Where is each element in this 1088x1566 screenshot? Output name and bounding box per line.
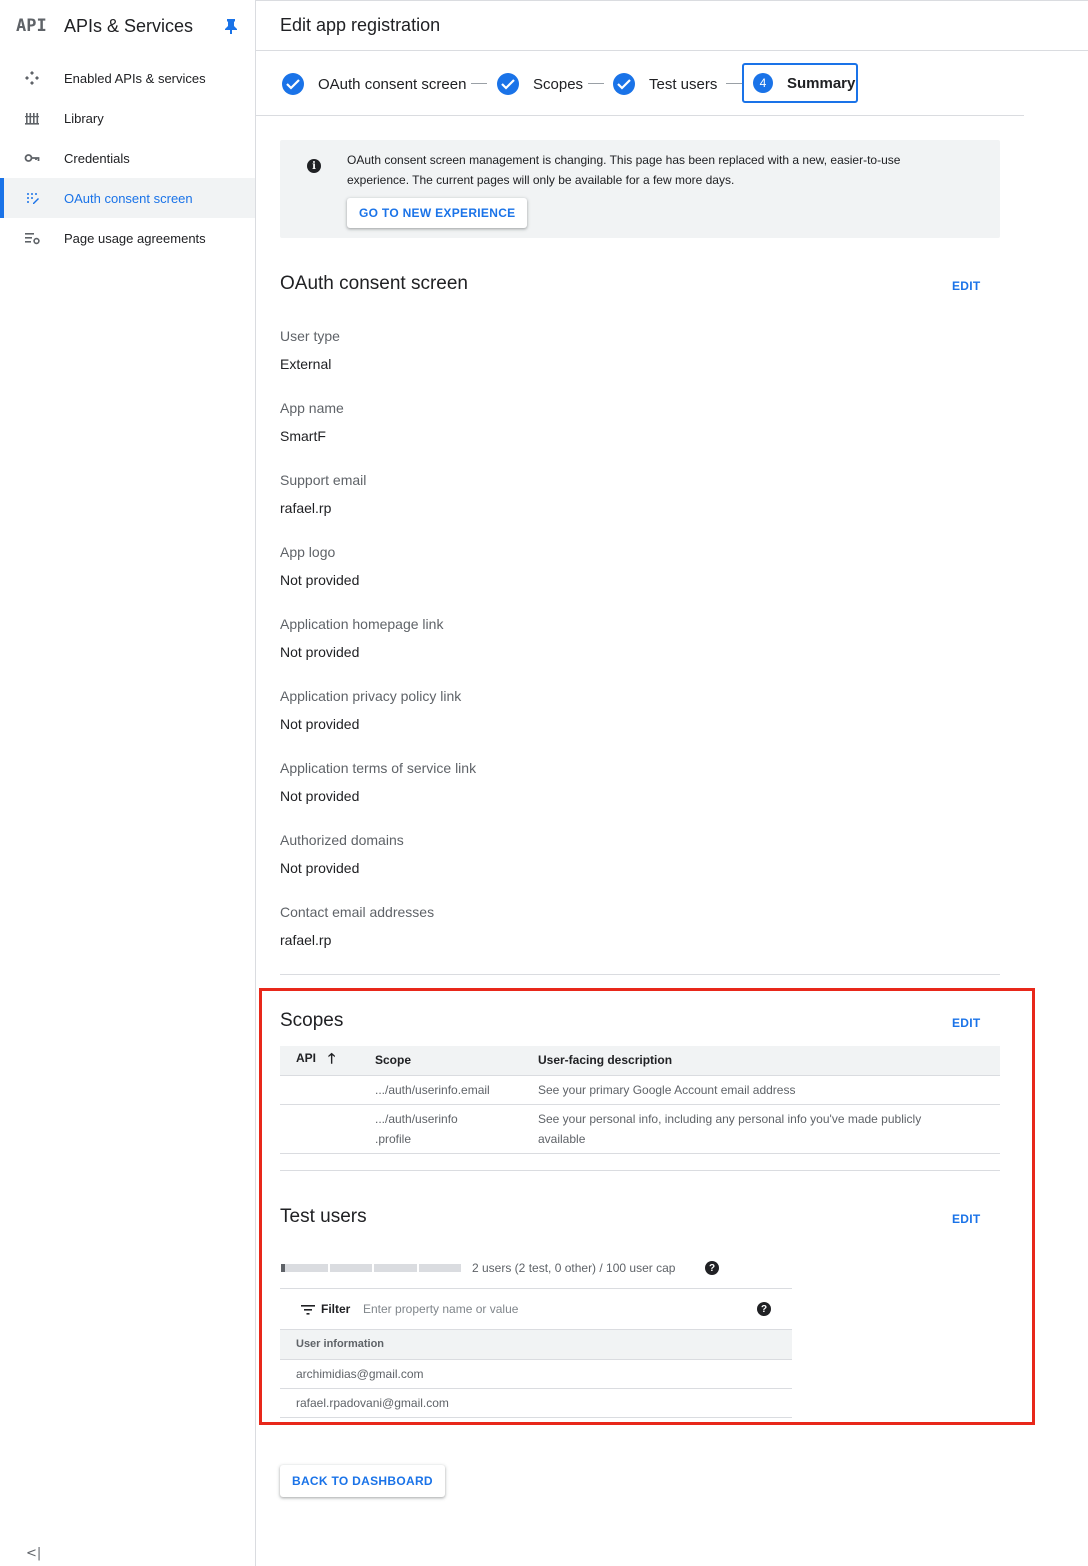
- check-circle-icon: [282, 73, 304, 95]
- cell-scope: .../auth/userinfo .profile: [359, 1104, 522, 1153]
- help-icon[interactable]: ?: [705, 1261, 719, 1275]
- column-label: API: [296, 1051, 317, 1066]
- user-cap-text: 2 users (2 test, 0 other) / 100 user cap: [472, 1261, 676, 1275]
- hub-icon: [24, 70, 40, 86]
- field-value-user-type: External: [280, 356, 332, 372]
- sort-ascending-icon[interactable]: 🡑: [328, 1050, 336, 1067]
- sidebar-item-enabled-apis[interactable]: [0, 58, 255, 98]
- field-value-support-email: rafael.rp: [280, 500, 332, 516]
- table-row: [280, 1388, 792, 1417]
- collapse-sidebar-icon[interactable]: <|: [26, 1546, 42, 1561]
- sidebar: [0, 0, 256, 1566]
- table-row: [280, 1104, 1000, 1153]
- consent-section-title: OAuth consent screen: [280, 273, 468, 294]
- step-label: Scopes: [533, 75, 584, 93]
- progress-segment: [419, 1264, 462, 1272]
- sidebar-item-label: OAuth consent screen: [64, 190, 193, 206]
- stepper: [256, 51, 1024, 116]
- field-value-terms-of-service: Not provided: [280, 788, 360, 804]
- progress-segment: [330, 1264, 373, 1272]
- table-row: [280, 1359, 792, 1388]
- field-value-authorized-domains: Not provided: [280, 860, 360, 876]
- field-value-app-name: SmartF: [280, 428, 326, 444]
- consent-icon: [24, 190, 40, 206]
- test-users-table: [280, 1330, 792, 1418]
- scopes-table: [280, 1046, 1000, 1154]
- key-icon: [24, 150, 40, 166]
- info-icon: i: [307, 159, 321, 173]
- notice-text: OAuth consent screen management is changing. This page has been replaced with a new, easier-to-use experience. The current pages will only be available for a few more days.: [347, 153, 901, 187]
- edit-consent-link[interactable]: EDIT: [952, 279, 981, 293]
- library-icon: [24, 110, 40, 126]
- sidebar-item-label: Enabled APIs & services: [64, 70, 206, 86]
- sidebar-nav: [0, 58, 255, 258]
- step-summary[interactable]: [742, 63, 858, 103]
- cell-description: See your primary Google Account email address: [522, 1075, 1000, 1104]
- settings-list-icon: [24, 230, 40, 246]
- cell-api: [280, 1104, 359, 1153]
- cell-api: [280, 1075, 359, 1104]
- field-label-app-logo: App logo: [280, 544, 336, 560]
- step-connector: [726, 83, 742, 84]
- scopes-section-title: Scopes: [280, 1010, 344, 1031]
- field-label-app-name: App name: [280, 400, 344, 416]
- sidebar-item-oauth-consent[interactable]: [0, 178, 255, 218]
- progress-segment: [281, 1264, 328, 1272]
- help-icon[interactable]: ?: [757, 1302, 771, 1316]
- step-connector: [471, 83, 487, 84]
- notice-banner: [280, 140, 1000, 238]
- sidebar-item-page-usage[interactable]: [0, 218, 255, 258]
- column-header-api[interactable]: [280, 1046, 359, 1075]
- column-header-user-information: User information: [280, 1330, 792, 1359]
- table-row: [280, 1075, 1000, 1104]
- step-number: 4: [753, 73, 773, 93]
- test-users-section-title: Test users: [280, 1206, 367, 1227]
- cell-scope: .../auth/userinfo.email: [359, 1075, 522, 1104]
- field-label-homepage-link: Application homepage link: [280, 616, 444, 632]
- edit-test-users-link[interactable]: EDIT: [952, 1212, 981, 1226]
- check-circle-icon: [613, 73, 635, 95]
- check-circle-icon: [497, 73, 519, 95]
- column-header-description: User-facing description: [522, 1046, 1000, 1075]
- pin-icon[interactable]: [224, 18, 238, 34]
- step-connector: [588, 83, 604, 84]
- column-header-scope: Scope: [359, 1046, 522, 1075]
- user-cap-progress-bar: [281, 1264, 461, 1272]
- field-label-user-type: User type: [280, 328, 340, 344]
- step-label: OAuth consent screen: [318, 75, 467, 93]
- sidebar-item-label: Credentials: [64, 150, 130, 166]
- progress-segment: [374, 1264, 417, 1272]
- api-logo: API: [16, 16, 47, 36]
- cell-user-email: rafael.rpadovani@gmail.com: [280, 1388, 792, 1417]
- sidebar-item-library[interactable]: [0, 98, 255, 138]
- sidebar-item-credentials[interactable]: [0, 138, 255, 178]
- field-label-privacy-policy: Application privacy policy link: [280, 688, 462, 704]
- step-scopes[interactable]: [497, 73, 583, 95]
- divider: [280, 1170, 1000, 1171]
- filter-bar: [280, 1288, 792, 1330]
- filter-input[interactable]: [363, 1298, 743, 1320]
- edit-scopes-link[interactable]: EDIT: [952, 1016, 981, 1030]
- field-value-homepage-link: Not provided: [280, 644, 360, 660]
- field-value-privacy-policy: Not provided: [280, 716, 360, 732]
- step-label: Summary: [787, 74, 856, 92]
- product-title: APIs & Services: [64, 15, 194, 36]
- divider: [280, 974, 1000, 975]
- table-header-row: [280, 1330, 792, 1359]
- sidebar-header: [0, 0, 255, 52]
- sidebar-item-label: Page usage agreements: [64, 230, 206, 246]
- table-header-row: [280, 1046, 1000, 1075]
- cell-user-email: archimidias@gmail.com: [280, 1359, 792, 1388]
- filter-icon[interactable]: [301, 1305, 315, 1315]
- go-to-new-experience-button[interactable]: GO TO NEW EXPERIENCE: [347, 198, 527, 228]
- page-title: Edit app registration: [280, 15, 441, 35]
- step-test-users[interactable]: [613, 73, 717, 95]
- field-value-app-logo: Not provided: [280, 572, 360, 588]
- field-label-authorized-domains: Authorized domains: [280, 832, 404, 848]
- sidebar-item-label: Library: [64, 110, 104, 126]
- page-header: [256, 0, 1088, 51]
- field-label-terms-of-service: Application terms of service link: [280, 760, 477, 776]
- back-to-dashboard-button[interactable]: BACK TO DASHBOARD: [280, 1465, 445, 1497]
- filter-label: Filter: [321, 1302, 351, 1316]
- step-label: Test users: [649, 75, 718, 93]
- field-label-support-email: Support email: [280, 472, 367, 488]
- cell-description: See your personal info, including any personal info you've made publicly available: [522, 1104, 1000, 1153]
- step-oauth-consent[interactable]: [282, 73, 466, 95]
- field-value-contact-emails: rafael.rp: [280, 932, 332, 948]
- field-label-contact-emails: Contact email addresses: [280, 904, 435, 920]
